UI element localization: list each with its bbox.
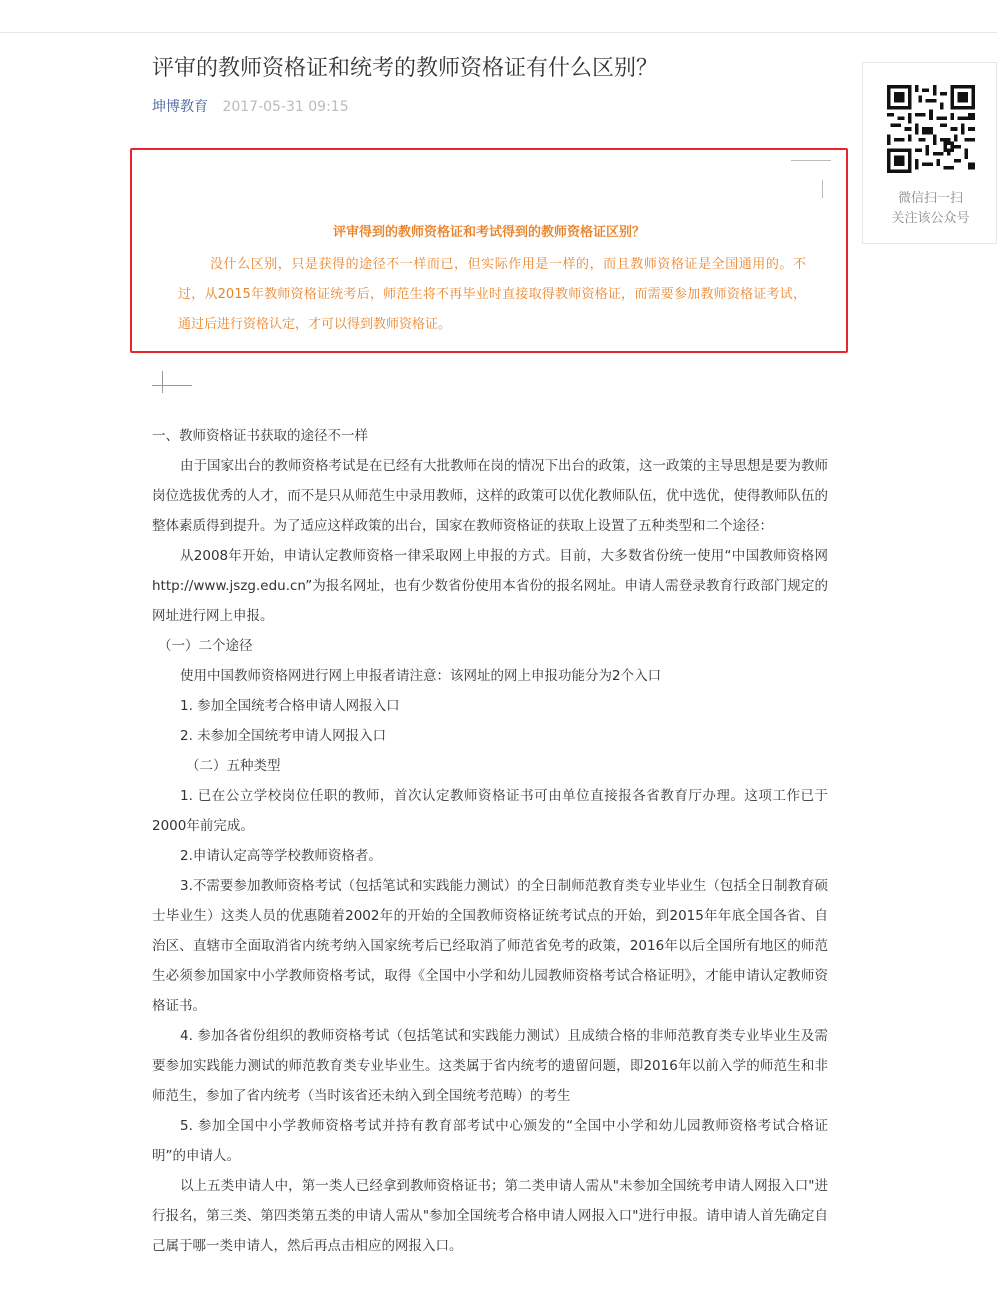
qr-code-icon[interactable] <box>887 85 975 173</box>
divider <box>791 160 831 161</box>
divider <box>152 385 192 386</box>
section-heading: 一、教师资格证书获取的途径不一样 <box>152 428 368 444</box>
list-item: 2.申请认定高等学校教师资格者。 <box>180 848 382 864</box>
highlight-question: 评审得到的教师资格证和考试得到的教师资格证区别？ <box>332 225 645 240</box>
publish-date: 2017-05-31 09:15 <box>222 99 349 115</box>
top-bar <box>0 0 997 33</box>
divider <box>162 371 163 393</box>
paragraph: 由于国家出台的教师资格考试是在已经有大批教师在岗的情况下出台的政策，这一政策的主导思想是要为教师岗位选拔优秀的人才，而不是只从师范生中录用教师，这样的政策可以优化教师队伍，优中选优，使得教师队伍的整体素质得到提升。为了适应这样政策的出台，国家在教师资格证的获取上设置了五种类型和二个途径： <box>152 458 828 534</box>
article-title: 评审的教师资格证和统考的教师资格证有什么区别？ <box>152 56 659 81</box>
paragraph: 以上五类申请人中，第一类人已经拿到教师资格证书；第二类申请人需从"未参加全国统考申请人网报入口"进行报名，第三类、第四类第五类的申请人需从"参加全国统考合格申请人网报入口"进行申报。请申请人首先确定自己属于哪一类申请人，然后再点击相应的网报入口。 <box>152 1178 828 1254</box>
divider <box>822 180 823 198</box>
highlight-answer: 没什么区别，只是获得的途径不一样而已，但实际作用是一样的，而且教师资格证是全国通用的。不过，从2015年教师资格证统考后，师范生将不再毕业时直接取得教师资格证，而需要参加教师资格证考试，通过后进行资格认定，才可以得到教师资格证。 <box>178 257 806 332</box>
paragraph: 从2008年开始，申请认定教师资格一律采取网上申报的方式。目前，大多数省份统一使用“中国教师资格网http://www.jszg.edu.cn”为报名网址，也有少数省份使用本省份的报名网址。申请人需登录教育行政部门规定的网址进行网上申报。 <box>152 548 828 624</box>
list-item: 4. 参加各省份组织的教师资格考试（包括笔试和实践能力测试）且成绩合格的非师范教育类专业毕业生及需要参加实践能力测试的师范教育类专业毕业生。这类属于省内统考的遗留问题，即2016年以前入学的师范生和非师范生，参加了省内统考（当时该省还未纳入到全国统考范畴）的考生 <box>152 1028 828 1104</box>
list-item: 1. 参加全国统考合格申请人网报入口 <box>180 698 400 714</box>
list-item: 2. 未参加全国统考申请人网报入口 <box>180 728 387 744</box>
qr-caption-line1: 微信扫一扫 <box>897 191 963 206</box>
list-item: 3.不需要参加教师资格考试（包括笔试和实践能力测试）的全日制师范教育类专业毕业生（包括全日制教育硕士毕业生）这类人员的优惠随着2002年的开始的全国教师资格证统考试点的开始，到2015年年底全国各省、自治区、直辖市全面取消省内统考纳入国家统考后已经取消了师范省免考的政策，2016年以后全国所有地区的师范生必须参加国家中小学教师资格考试，取得《全国中小学和幼儿园教师资格考试合格证明》，才能申请认定教师资格证书。 <box>152 878 828 1014</box>
paragraph: 使用中国教师资格网进行网上申报者请注意：该网址的网上申报功能分为2个入口 <box>180 668 662 684</box>
list-item: 1. 已在公立学校岗位任职的教师，首次认定教师资格证书可由单位直接报各省教育厅办理。这项工作已于2000年前完成。 <box>152 788 828 834</box>
article-meta <box>152 96 349 118</box>
subheading: （一）二个途径 <box>158 638 253 654</box>
article-body <box>152 421 828 1261</box>
author-link[interactable]: 坤博教育 <box>152 99 208 115</box>
qr-panel <box>862 62 997 244</box>
qr-caption-line2: 关注该公众号 <box>891 211 970 226</box>
subheading: （二）五种类型 <box>186 758 281 774</box>
highlight-box <box>130 148 848 353</box>
list-item: 5. 参加全国中小学教师资格考试并持有教育部考试中心颁发的“全国中小学和幼儿园教师资格考试合格证明”的申请人。 <box>152 1118 828 1164</box>
